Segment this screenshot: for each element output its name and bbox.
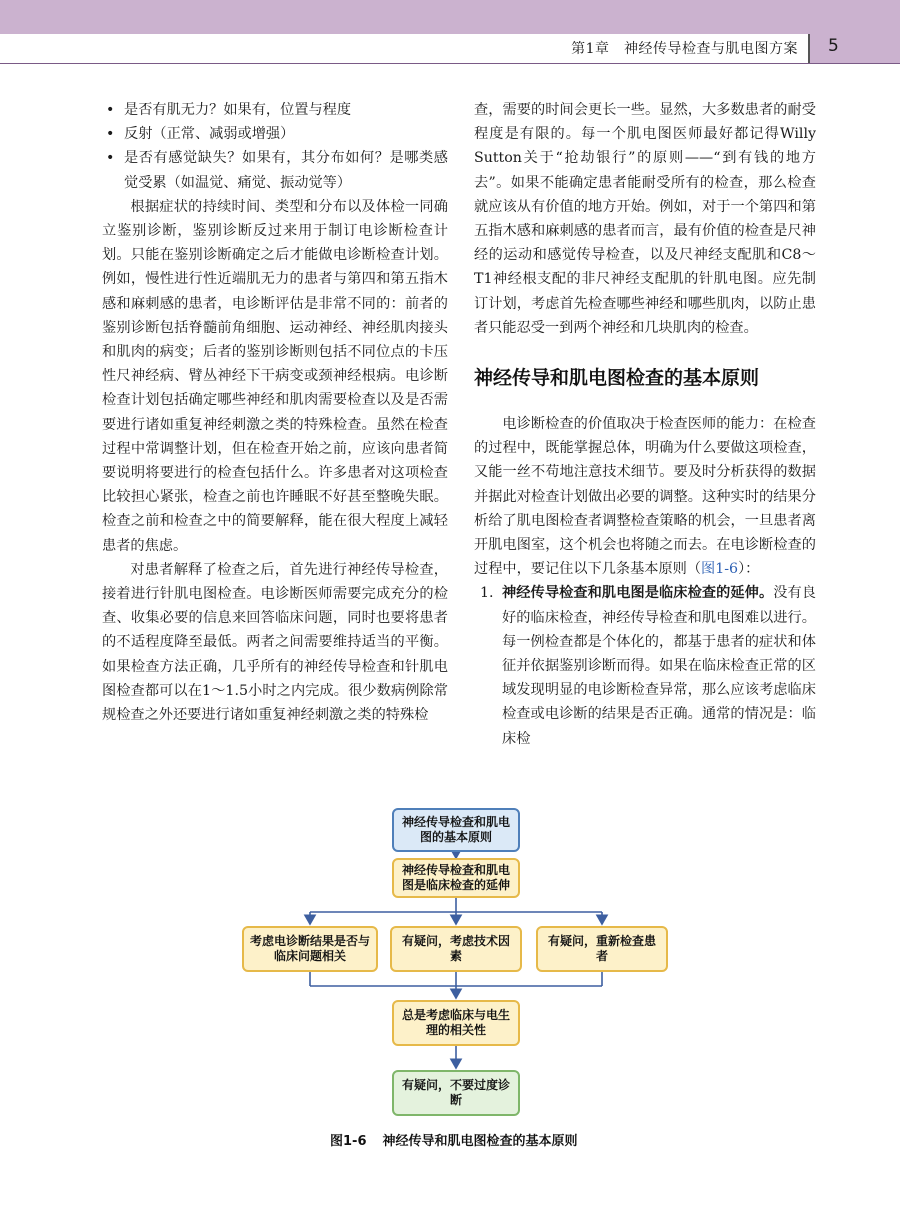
- bullet-item-reflex: • 反射（正常、减弱或增强）: [102, 122, 448, 146]
- flowchart-box-clinical-extension: 神经传导检查和肌电图是临床检查的延伸: [392, 858, 520, 898]
- paragraph-principles-intro: [474, 412, 816, 581]
- header-rule: [0, 63, 900, 64]
- figure-caption-label: 图1-6: [330, 1134, 367, 1149]
- right-column: [474, 98, 816, 751]
- bullet-item-sensory: • 是否有感觉缺失？如果有，其分布如何？是哪类感觉受累（如温觉、痛觉、振动觉等）: [102, 146, 448, 194]
- header-separator: [808, 34, 810, 64]
- figure-caption-text: 神经传导和肌电图检查的基本原则: [382, 1134, 578, 1149]
- figure-caption: [330, 1130, 578, 1149]
- paragraph-exam-sequence: 对患者解释了检查之后，首先进行神经传导检查，接着进行针肌电图检查。电诊断医师需要完成充分的检查、收集必要的信息来回答临床问题，同时也要将患者的不适程度降至最低。两者之间需要维持适当的平衡。如果检查方法正确，几乎所有的神经传导检查和针肌电图检查都可以在1～1.5小时之内完成。很少数病例除常规检查之外还要进行诸如重复神经刺激之类的特殊检: [102, 561, 448, 724]
- left-column: [102, 98, 448, 727]
- chapter-title: 第1章 神经传导检查与肌电图方案: [571, 41, 798, 57]
- flowchart-box-technical-factors: 有疑问，考虑技术因素: [390, 926, 522, 972]
- header-band: [0, 0, 900, 34]
- flowchart-box-basic-principles: 神经传导检查和肌电图的基本原则: [392, 808, 520, 852]
- section-heading: 神经传导和肌电图检查的基本原则: [474, 367, 760, 390]
- flowchart-box-no-overdiagnosis: 有疑问，不要过度诊断: [392, 1070, 520, 1116]
- page-number: 5: [828, 36, 839, 56]
- paragraph-differential-diagnosis: 根据症状的持续时间、类型和分布以及体检一同确立鉴别诊断，鉴别诊断反过来用于制订电诊断检查计划。只能在鉴别诊断确定之后才能做电诊断检查计划。例如，慢性进行性近端肌无力的患者与第四和第五指木感和麻刺感的患者，电诊断评估是非常不同的：前者的鉴别诊断包括脊髓前角细胞、运动神经、神经肌肉接头和肌肉的病变；后者的鉴别诊断则包括不同位点的卡压性尺神经病、臂丛神经下干病变或颈神经根病。电诊断检查计划包括确定哪些神经和肌肉需要检查以及是否需要进行诸如重复神经刺激之类的特殊检查。虽然在检查过程中常调整计划，但在检查开始之前，应该向患者简要说明将要进行的检查包括什么。许多患者对这项检查比较担心紧张，检查之前也许睡眠不好甚至整晚失眠。检查之前和检查之中的简要解释，能在很大程度上减轻患者的焦虑。: [102, 198, 448, 554]
- figure-reference-link[interactable]: 图1-6: [701, 561, 739, 578]
- intro-text-end: ）：: [738, 561, 760, 578]
- flowchart-box-correlate: 总是考虑临床与电生理的相关性: [392, 1000, 520, 1046]
- list-item-number: 1.: [480, 585, 494, 602]
- bullet-item-weakness: • 是否有肌无力？如果有，位置与程度: [102, 98, 448, 122]
- principles-list: [474, 581, 816, 750]
- figure-flowchart: [240, 800, 680, 1160]
- page-number-tab: [808, 34, 900, 64]
- paragraph-continuation: 查，需要的时间会更长一些。显然，大多数患者的耐受程度是有限的。每一个肌电图医师最好都记得Willy Sutton关于“抢劫银行”的原则——“到有钱的地方去”。如果不能确定患者能耐受所有的检查，那么检查就应该从有价值的地方开始。例如，对于一个第四和第五指木感和麻刺感的患者而言，最有价值的检查是尺神经的运动和感觉传导检查，以及尺神经支配肌和C8～T1神经根支配的非尺神经支配肌的针肌电图。应先制订计划，考虑首先检查哪些神经和哪些肌肉，以防止患者只能忍受一到两个神经和几块肌肉的检查。: [474, 102, 816, 336]
- flowchart-box-clinical-relevance: 考虑电诊断结果是否与临床问题相关: [242, 926, 378, 972]
- intro-text: 电诊断检查的价值取决于检查医师的能力：在检查的过程中，既能掌握总体，明确为什么要做这项检查，又能一丝不苟地注意技术细节。要及时分析获得的数据并据此对检查计划做出必要的调整。这种实时的结果分析给了肌电图检查者调整检查策略的机会，一旦患者离开肌电图室，这个机会也将随之而去。在电诊断检查的过程中，要记住以下几条基本原则（: [474, 416, 816, 578]
- symptom-bullet-list: [102, 98, 448, 195]
- flowchart-box-reexamine-patient: 有疑问，重新检查患者: [536, 926, 668, 972]
- list-item-text: 没有良好的临床检查，神经传导检查和肌电图难以进行。每一例检查都是个体化的，都基于患者的症状和体征并依据鉴别诊断而得。如果在临床检查正常的区域发现明显的电诊断检查异常，那么应该考虑临床检查或电诊断的结果是否正确。通常的情况是：临床检: [502, 585, 816, 747]
- list-item-lead: 神经传导检查和肌电图是临床检查的延伸。: [502, 585, 774, 602]
- list-item: [474, 581, 816, 750]
